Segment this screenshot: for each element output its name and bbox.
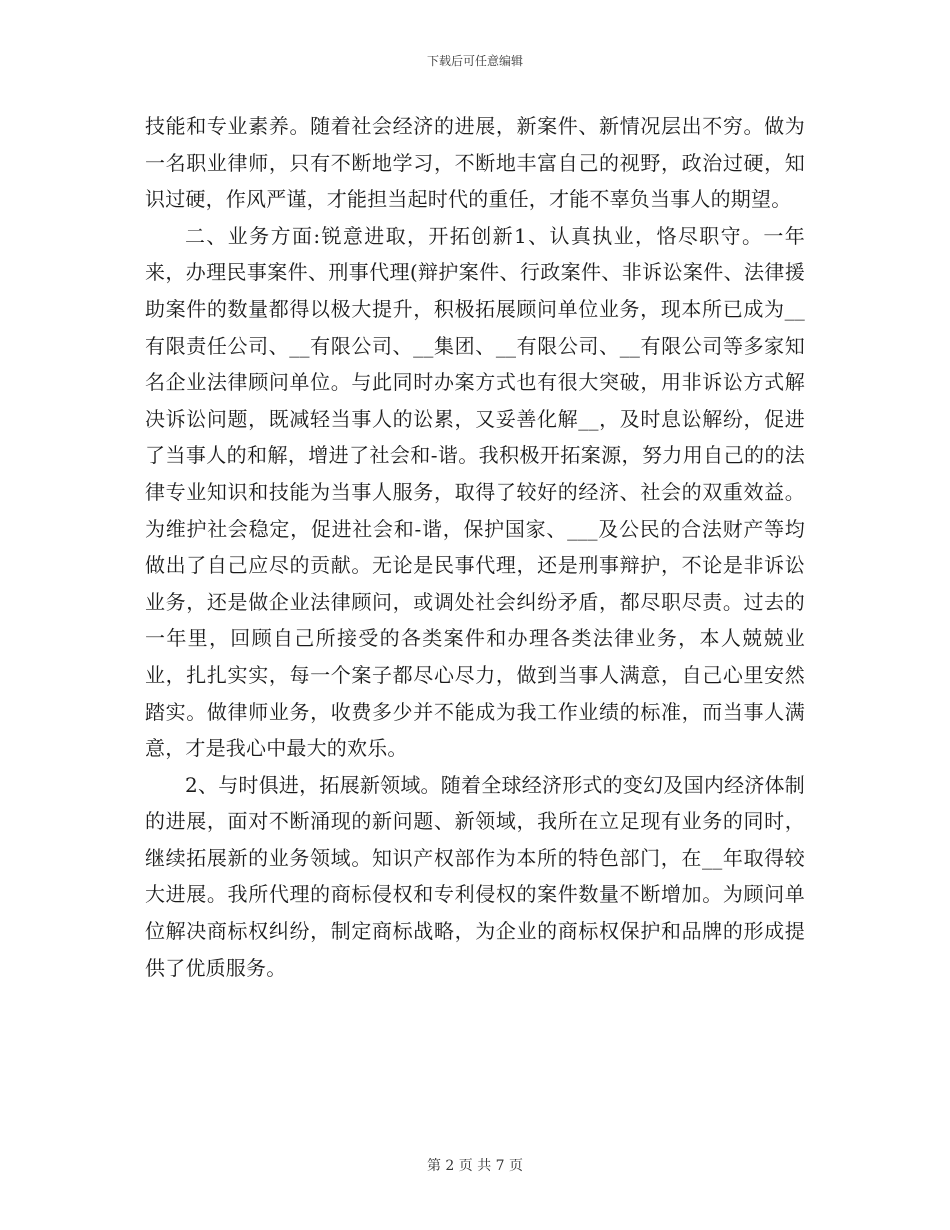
document-body [145, 108, 805, 986]
paragraph-business-section: 二、业务方面:锐意进取，开拓创新1、认真执业，恪尽职守。一年来，办理民事案件、刑事代理(辩护案件、行政案件、非诉讼案件、法律援助案件的数量都得以极大提升，积极拓展顾问单位业务，现本所已成为__有限责任公司、__有限公司、__集团、__有限公司、__有限公司等多家知名企业法律顾问单位。与此同时办案方式也有很大突破，用非诉讼方式解决诉讼问题，既减轻当事人的讼累，又妥善化解__，及时息讼解纷，促进了当事人的和解，增进了社会和-谐。我积极开拓案源，努力用自己的的法律专业知识和技能为当事人服务，取得了较好的经济、社会的双重效益。为维护社会稳定，促进社会和-谐，保护国家、___及公民的合法财产等均做出了自己应尽的贡献。无论是民事代理，还是刑事辩护，不论是非诉讼业务，还是做企业法律顾问，或调处社会纠纷矛盾，都尽职尽责。过去的一年里，回顾自己所接受的各类案件和办理各类法律业务，本人兢兢业业，扎扎实实，每一个案子都尽心尽力，做到当事人满意，自己心里安然踏实。做律师业务，收费多少并不能成为我工作业绩的标准，而当事人满意，才是我心中最大的欢乐。 [145, 223, 805, 761]
paragraph-continuation: 技能和专业素养。随着社会经济的进展，新案件、新情况层出不穷。做为一名职业律师，只有不断地学习，不断地丰富自己的视野，政治过硬，知识过硬，作风严谨，才能担当起时代的重任，才能不辜负当事人的期望。 [145, 114, 805, 212]
page-number: 第 2 页 共 7 页 [426, 1158, 524, 1174]
paragraph-new-fields: 2、与时俱进，拓展新领域。随着全球经济形式的变幻及国内经济体制的进展，面对不断涌现的新问题、新领域，我所在立足现有业务的同时，继续拓展新的业务领域。知识产权部作为本所的特色部门，在__年取得较大进展。我所代理的商标侵权和专利侵权的案件数量不断增加。为顾问单位解决商标权纠纷，制定商标战略，为企业的商标权保护和品牌的形成提供了优质服务。 [145, 772, 805, 980]
page-header-note: 下载后可任意编辑 [426, 54, 523, 68]
